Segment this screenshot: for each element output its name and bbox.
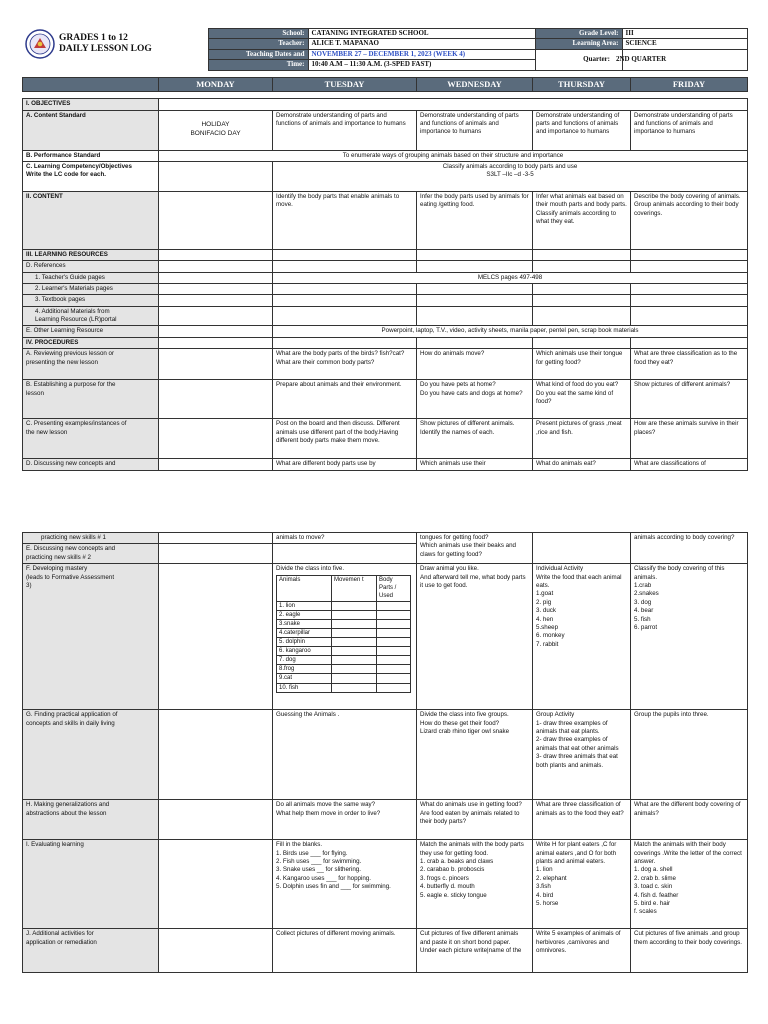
- blank-cell: [332, 665, 377, 674]
- j-friday: Cut pictures of five animals .and group them according to their body coverings.: [631, 929, 748, 973]
- blank-cell: [417, 261, 533, 272]
- blank-cell: [533, 533, 631, 564]
- teachers-guide-label: 1. Teacher's Guide pages: [23, 272, 159, 283]
- blank-cell: [417, 337, 533, 348]
- blank-cell: [159, 419, 273, 459]
- b-thursday: What kind of food do you eat? Do you eat the same kind of food?: [533, 380, 631, 419]
- cs-friday: Demonstrate understanding of parts and functions of animals and importance to humans: [631, 110, 748, 150]
- blank-cell: [631, 284, 748, 295]
- days-header: [22, 77, 748, 92]
- g-tuesday: Guessing the Animals .: [273, 710, 417, 800]
- a-thursday: Which animals use their tongue for getting food?: [533, 349, 631, 380]
- lesson-log-page-2: [22, 532, 747, 973]
- j-thursday: Write 5 examples of animals of herbivores ,carnivores and omnivores.: [533, 929, 631, 973]
- movement-table-animal: 6. kangaroo: [277, 647, 332, 656]
- blank-cell: [377, 601, 411, 610]
- b-wednesday: Do you have pets at home? Do you have cats and dogs at home?: [417, 380, 533, 419]
- procedure-b-label: B. Establishing a purpose for the lesson: [23, 380, 159, 419]
- blank-cell: [377, 656, 411, 665]
- cs-thursday: Demonstrate understanding of parts and functions of animals and importance to humans: [533, 110, 631, 150]
- c-wednesday: Show pictures of different animals. Identify the names of each.: [417, 419, 533, 459]
- procedure-g-label: G. Finding practical application of concepts and skills in daily living: [23, 710, 159, 800]
- d-friday: What are classifications of: [631, 459, 748, 470]
- blank-cell: [533, 249, 631, 260]
- content-thursday: Infer what animals eat based on their mouth parts and body parts. Classify animals according to what they eat.: [533, 191, 631, 249]
- blank-cell: [159, 710, 273, 800]
- blank-cell: [417, 306, 533, 326]
- dates-label: Teaching Dates and: [208, 49, 308, 59]
- lesson-table-page-2: [22, 532, 748, 973]
- blank-cell: [332, 674, 377, 683]
- procedure-h-label: H. Making generalizations and abstractions about the lesson: [23, 800, 159, 840]
- movement-table-header: Animals: [277, 575, 332, 601]
- c-friday: How are these animals survive in their places?: [631, 419, 748, 459]
- d-tuesday-cont: animals to move?: [273, 533, 417, 544]
- textbook-label: 3. Textbook pages: [23, 295, 159, 306]
- school-value: CATANING INTEGRATED SCHOOL: [308, 29, 535, 39]
- time-label: Time:: [208, 60, 308, 70]
- blank-cell: [332, 647, 377, 656]
- d-tuesday: What are different body parts use by: [273, 459, 417, 470]
- blank-cell: [533, 337, 631, 348]
- quarter-row: [522, 55, 747, 63]
- f-tuesday-intro: Divide the class into five.: [276, 565, 345, 573]
- blank-cell: [159, 326, 273, 337]
- day-friday: FRIDAY: [631, 77, 748, 91]
- g-wednesday: Divide the class into five groups. How do these get their food? Lizard crab rhino tiger owl snake: [417, 710, 533, 800]
- blank-cell: [273, 295, 417, 306]
- blank-cell: [377, 683, 411, 692]
- teacher-value: ALICE T. MAPANAO: [308, 39, 535, 49]
- day-wednesday: WEDNESDAY: [417, 77, 533, 91]
- d-wednesday-cont: tongues for getting food? Which animals use their beaks and claws for getting food?: [417, 533, 533, 564]
- blank-cell: [377, 647, 411, 656]
- movement-table-animal: 5. dolphin: [277, 638, 332, 647]
- i-friday: Match the animals with their body coverings .Write the letter of the correct answer. 1. dog a. shell 2. crab b. slime 3. toad c. skin 4. fish d. feather 5. bird e. hair f. scales: [631, 840, 748, 929]
- objectives-heading: I. OBJECTIVES: [23, 99, 159, 110]
- blank-cell: [332, 601, 377, 610]
- a-tuesday: What are the body parts of the birds? fish?cat? What are their common body parts?: [273, 349, 417, 380]
- blank-cell: [273, 544, 417, 564]
- procedure-j-label: J. Additional activities for application or remediation: [23, 929, 159, 973]
- blank-cell: [631, 295, 748, 306]
- cs-tuesday: Demonstrate understanding of parts and functions of animals and importance to humans: [273, 110, 417, 150]
- b-tuesday: Prepare about animals and their environment.: [273, 380, 417, 419]
- content-heading: II. CONTENT: [23, 191, 159, 249]
- blank-cell: [332, 683, 377, 692]
- blank-cell: [159, 544, 273, 564]
- blank-cell: [159, 800, 273, 840]
- movement-table-animal: 8.frog: [277, 665, 332, 674]
- d-wednesday: Which animals use their: [417, 459, 533, 470]
- c-thursday: Present pictures of grass ,meat ,rice and fish.: [533, 419, 631, 459]
- blank-cell: [631, 249, 748, 260]
- blank-cell: [159, 161, 273, 191]
- header-table: [22, 28, 748, 71]
- blank-cell: [159, 459, 273, 470]
- movement-table-animal: 9.cat: [277, 674, 332, 683]
- blank-cell: [273, 261, 417, 272]
- other-resource-label: E. Other Learning Resource: [23, 326, 159, 337]
- blank-cell: [377, 638, 411, 647]
- g-friday: Group the pupils into three.: [631, 710, 748, 800]
- content-tuesday: Identify the body parts that enable animals to move.: [273, 191, 417, 249]
- blank-cell: [159, 306, 273, 326]
- blank-cell: [631, 306, 748, 326]
- blank-cell: [332, 656, 377, 665]
- blank-cell: [273, 337, 417, 348]
- i-thursday: Write H for plant eaters ,C for animal eaters ,and O for both plants and animal eaters. 1. lion 2. elephant 3.fish 4. bird 5. horse: [533, 840, 631, 929]
- procedures-heading: IV. PROCEDURES: [23, 337, 159, 348]
- b-friday: Show pictures of different animals?: [631, 380, 748, 419]
- procedure-a-label: A. Reviewing previous lesson or presenting the new lesson: [23, 349, 159, 380]
- learning-competency: Classify animals according to body parts and use S3LT –IIc –d -3-5: [273, 161, 748, 191]
- blank-cell: [417, 249, 533, 260]
- movement-table-header: Movemen t: [332, 575, 377, 601]
- grades-title: GRADES 1 to 12: [59, 32, 128, 43]
- f-friday: Classify the body covering of this animals. 1.crab 2.snakes 3. dog 4. bear 5. fish 6. parrot: [631, 564, 748, 710]
- c-tuesday: Post on the board and then discuss. Different animals use different part of the body.Having different body parts make them move.: [273, 419, 417, 459]
- blank-cell: [332, 610, 377, 619]
- additional-materials-label: 4. Additional Materials from Learning Resource (LR)portal: [23, 306, 159, 326]
- h-friday: What are the different body covering of animals?: [631, 800, 748, 840]
- h-tuesday: Do all animals move the same way? What help them move in order to live?: [273, 800, 417, 840]
- blank-cell: [332, 629, 377, 638]
- blank-cell: [159, 840, 273, 929]
- blank-cell: [332, 638, 377, 647]
- references-label: D. References: [23, 261, 159, 272]
- movement-table: [276, 575, 411, 693]
- movement-table-animal: 4.caterpillar: [277, 629, 332, 638]
- h-thursday: What are three classification of animals as to the food they eat?: [533, 800, 631, 840]
- learning-area-label: Learning Area:: [535, 39, 622, 49]
- blank-cell: [159, 99, 748, 110]
- performance-standard: To enumerate ways of grouping animals based on their structure and importance: [159, 150, 748, 161]
- a-friday: What are three classification as to the food they eat?: [631, 349, 748, 380]
- grade-level-label: Grade Level:: [535, 29, 622, 39]
- time-value: 10:40 A.M – 11:30 A.M. (3-SPED FAST): [308, 60, 535, 70]
- d-thursday: What do animals eat?: [533, 459, 631, 470]
- blank-cell: [159, 284, 273, 295]
- learners-materials-label: 2. Learner's Materials pages: [23, 284, 159, 295]
- i-wednesday: Match the animals with the body parts they use for getting food. 1. crab a. beaks and claws 2. carabao b. proboscis 3. frogs c. pincers 4. butterfly d. mouth 5. eagle e. sticky tongue: [417, 840, 533, 929]
- movement-table-animal: 7. dog: [277, 656, 332, 665]
- blank-cell: [273, 284, 417, 295]
- blank-cell: [377, 619, 411, 628]
- blank-cell: [377, 665, 411, 674]
- blank-cell: [631, 337, 748, 348]
- procedure-d-label-cont: practicing new skills # 1: [23, 533, 159, 544]
- blank-cell: [159, 261, 273, 272]
- procedure-i-label: I. Evaluating learning: [23, 840, 159, 929]
- cs-wednesday: Demonstrate understanding of parts and functions of animals and importance to humans: [417, 110, 533, 150]
- resources-heading: III. LEARNING RESOURCES: [23, 249, 159, 260]
- blank-cell: [631, 261, 748, 272]
- header-logo-cell: [22, 29, 208, 71]
- i-tuesday: Fill in the blanks. 1. Birds use ___ for flying. 2. Fish uses ___ for swimming. 3. Snake uses __ for slithering. 4. Kangaroo uses ___ for hopping. 5. Dolphin uses fin and ___ for swimming.: [273, 840, 417, 929]
- blank-cell: [377, 629, 411, 638]
- blank-cell: [533, 261, 631, 272]
- blank-cell: [533, 284, 631, 295]
- blank-cell: [159, 380, 273, 419]
- j-tuesday: Collect pictures of different moving animals.: [273, 929, 417, 973]
- days-blank: [23, 77, 159, 91]
- blank-cell: [159, 929, 273, 973]
- blank-cell: [417, 284, 533, 295]
- grade-level-value: III: [622, 29, 747, 39]
- other-resource: Powerpoint, laptop, T.V., video, activity sheets, manila paper, pentel pen, scrap book materials: [273, 326, 748, 337]
- learning-area-value: SCIENCE: [622, 39, 747, 49]
- a-wednesday: How do animals move?: [417, 349, 533, 380]
- h-wednesday: What do animals use in getting food? Are food eaten by animals related to their body parts?: [417, 800, 533, 840]
- blank-cell: [332, 619, 377, 628]
- blank-cell: [377, 610, 411, 619]
- procedure-d-label: D. Discussing new concepts and: [23, 459, 159, 470]
- movement-table-animal: 1. lion: [277, 601, 332, 610]
- dates-value: NOVEMBER 27 – DECEMBER 1, 2023 (WEEK 4): [308, 49, 535, 59]
- blank-cell: [159, 295, 273, 306]
- teacher-label: Teacher:: [208, 39, 308, 49]
- movement-table-animal: 3.snake: [277, 619, 332, 628]
- blank-cell: [159, 564, 273, 710]
- movement-table-animal: 2. eagle: [277, 610, 332, 619]
- g-thursday: Group Activity 1- draw three examples of animals that eat plants. 2- draw three examples of animals that eat other animals 3- draw three animals that eat both plants and animals.: [533, 710, 631, 800]
- f-wednesday: Draw animal you like. And afterward tell me, what body parts it use to get food.: [417, 564, 533, 710]
- blank-cell: [417, 295, 533, 306]
- performance-standard-label: B. Performance Standard: [23, 150, 159, 161]
- day-tuesday: TUESDAY: [273, 77, 417, 91]
- school-label: School:: [208, 29, 308, 39]
- j-wednesday: Cut pictures of five different animals and paste it on short bond paper. Under each picture write|name of the: [417, 929, 533, 973]
- blank-cell: [533, 295, 631, 306]
- blank-cell: [377, 674, 411, 683]
- melcs-pages: MELCS pages 497-498: [273, 272, 748, 283]
- quarter-value: 2ND QUARTER: [616, 55, 667, 63]
- procedure-e-label: E. Discussing new concepts and practicing new skills # 2: [23, 544, 159, 564]
- content-friday: Describe the body covering of animals. Group animals according to their body coverings.: [631, 191, 748, 249]
- learning-competency-label: C. Learning Competency/Objectives Write the LC code for each.: [23, 161, 159, 191]
- content-standard-label: A. Content Standard: [23, 110, 159, 150]
- blank-cell: [159, 272, 273, 283]
- day-monday: MONDAY: [159, 77, 273, 91]
- movement-table-animal: 10. fish: [277, 683, 332, 692]
- movement-table-header: Body Parts / Used: [377, 575, 411, 601]
- procedure-f-label: F. Developing mastery (leads to Formative Assessment 3): [23, 564, 159, 710]
- log-title: DAILY LESSON LOG: [59, 43, 152, 54]
- deped-seal-icon: [25, 29, 55, 59]
- quarter-label: Quarter:: [583, 55, 610, 63]
- blank-cell: [159, 191, 273, 249]
- lesson-table-page-1: [22, 98, 748, 470]
- holiday-cell: HOLIDAY BONIFACIO DAY: [159, 110, 273, 150]
- content-wednesday: Infer the body parts used by animals for eating /getting food.: [417, 191, 533, 249]
- d-friday-cont: animals according to body covering?: [631, 533, 748, 564]
- blank-cell: [159, 249, 273, 260]
- blank-cell: [273, 249, 417, 260]
- blank-cell: [159, 337, 273, 348]
- procedure-c-label: C. Presenting examples/instances of the new lesson: [23, 419, 159, 459]
- blank-cell: [273, 306, 417, 326]
- f-tuesday: [273, 564, 417, 710]
- f-thursday: Individual Activity Write the food that each animal eats. 1.goat 2. pig 3. duck 4. hen 5.sheep 6. monkey 7. rabbit: [533, 564, 631, 710]
- lesson-log-page-1: [22, 28, 747, 471]
- blank-cell: [533, 306, 631, 326]
- blank-cell: [159, 349, 273, 380]
- blank-cell: [159, 533, 273, 544]
- day-thursday: THURSDAY: [533, 77, 631, 91]
